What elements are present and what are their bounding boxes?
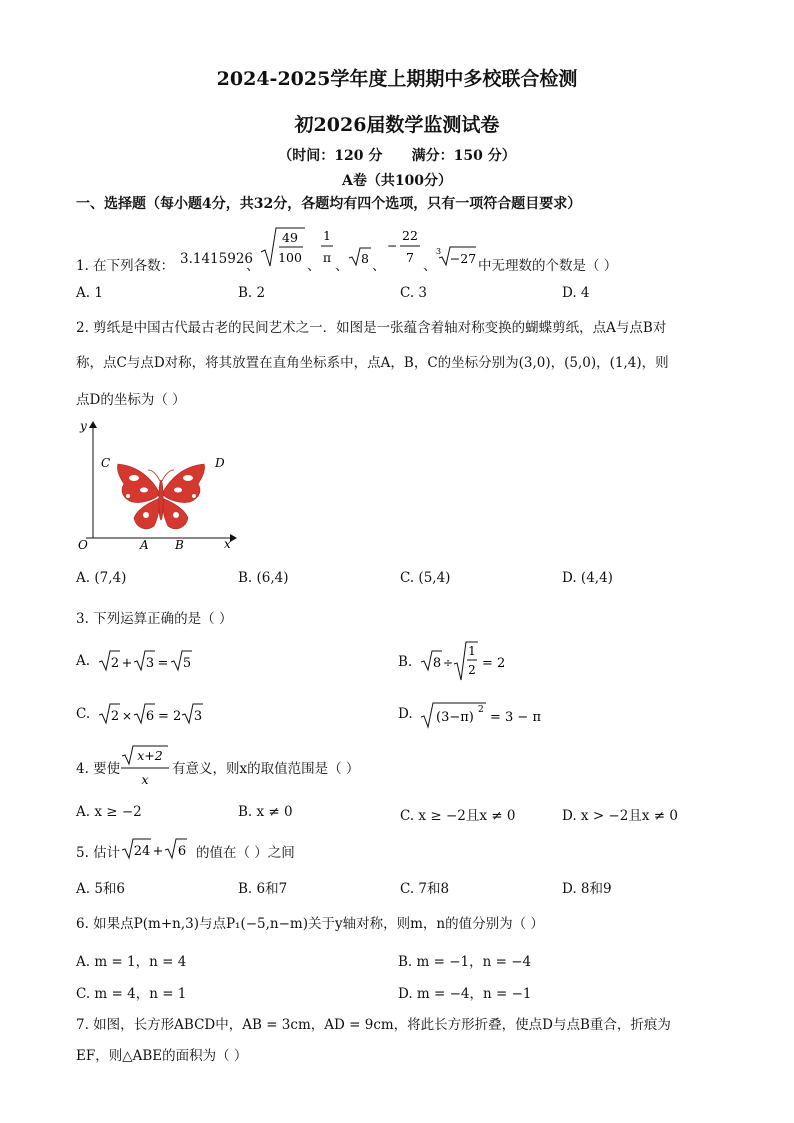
q1-option-c[interactable]: C. 3 — [400, 285, 428, 301]
q1-suffix: 中无理数的个数是（ ） — [478, 258, 618, 274]
q1-prefix: 1. 在下列各数： — [76, 258, 175, 274]
q1-frac2-den: 7 — [406, 250, 414, 265]
q1-one-over-pi — [320, 228, 334, 270]
question-4 — [76, 744, 476, 790]
q3-option-a[interactable] — [76, 648, 276, 674]
q2-line-3: 点D的坐标为（ ） — [76, 392, 186, 408]
q1-sqrt-num: 49 — [282, 230, 298, 245]
butterfly-papercut — [117, 464, 204, 529]
q5-option-a[interactable]: A. 5和6 — [76, 881, 126, 897]
q1-separator: 、 — [423, 258, 437, 274]
q4-option-c[interactable]: C. x ≥ −2且x ≠ 0 — [400, 808, 516, 824]
q3-a-r2: 3 — [145, 656, 155, 671]
q1-cube-rad: −27 — [449, 251, 477, 266]
q4-suffix: 有意义，则x的取值范围是（ ） — [172, 761, 360, 777]
q3-b-expression — [420, 640, 540, 682]
q2-option-b[interactable]: B. (6,4) — [238, 570, 289, 586]
q1-separator: 、 — [246, 258, 260, 274]
q1-neg-22-over-7 — [385, 228, 423, 270]
question-5 — [76, 836, 476, 862]
q1-frac2-num: 22 — [402, 228, 418, 243]
q1-neg-sign: − — [387, 238, 398, 253]
q4-denominator: x — [141, 772, 149, 787]
q1-sqrt8-rad: 8 — [361, 251, 369, 266]
q6-option-a[interactable]: A. m = 1，n = 4 — [76, 954, 187, 970]
q1-sqrt-eight — [348, 246, 372, 268]
q5-option-c[interactable]: C. 7和8 — [400, 881, 450, 897]
q6-option-b[interactable]: B. m = −1，n = −4 — [398, 954, 532, 970]
y-axis-label: y — [80, 419, 87, 433]
q3-c-label: C. — [76, 706, 91, 722]
q4-prefix: 4. 要使 — [76, 761, 121, 777]
exam-subtitle: 初2026届数学监测试卷 — [294, 114, 500, 136]
q2-option-a[interactable]: A. (7,4) — [76, 570, 127, 586]
q3-stem: 3. 下列运算正确的是（ ） — [76, 611, 233, 627]
q1-separator: 、 — [372, 258, 386, 274]
q1-number-pi-approx: 3.1415926 — [180, 251, 254, 267]
q3-d-inner: (3−π) — [436, 710, 474, 725]
q3-a-r3: 5 — [182, 656, 192, 671]
q4-fraction — [120, 744, 170, 790]
q1-option-d[interactable]: D. 4 — [562, 285, 590, 301]
q3-a-plus: + — [121, 656, 133, 671]
origin-label: O — [78, 538, 88, 552]
q5-suffix: 的值在（ ）之间 — [196, 845, 295, 861]
q3-option-b[interactable] — [398, 640, 598, 682]
q1-cube-index: 3 — [436, 247, 442, 256]
q4-option-b[interactable]: B. x ≠ 0 — [238, 804, 293, 820]
q3-d-exp: 2 — [478, 705, 484, 715]
q3-a-label: A. — [76, 653, 91, 669]
q1-frac-den: π — [322, 250, 332, 265]
q3-option-c[interactable] — [76, 701, 276, 727]
q6-option-c[interactable]: C. m = 4，n = 1 — [76, 986, 187, 1002]
q3-d-eq: = 3 − π — [490, 710, 541, 725]
q5-prefix: 5. 估计 — [76, 845, 121, 861]
point-d-label: D — [215, 456, 225, 470]
q1-frac-num: 1 — [323, 228, 331, 243]
q3-option-d[interactable] — [398, 699, 598, 729]
q3-b-fn: 1 — [468, 644, 476, 658]
x-axis-label: x — [224, 537, 231, 551]
q4-option-d[interactable]: D. x > −2且x ≠ 0 — [562, 808, 678, 824]
point-c-label: C — [101, 456, 111, 470]
q3-a-eq: = — [157, 656, 169, 671]
q1-separator: 、 — [335, 258, 349, 274]
q2-line-2: 称，点C与点D对称，将其放置在直角坐标系中，点A，B，C的坐标分别为(3,0)，(5,0)，(1,4)，则 — [76, 355, 669, 371]
q3-c-expression — [98, 701, 218, 727]
q3-c-times: × — [121, 709, 133, 723]
q6-stem: 6. 如果点P(m+n,3)与点P₁(−5,n−m)关于y轴对称，则m，n的值分别为（ ） — [76, 916, 544, 932]
q3-c-r3: 3 — [193, 709, 203, 724]
q3-a-expression — [98, 648, 218, 674]
q2-option-d[interactable]: D. (4,4) — [562, 570, 613, 586]
q4-option-a[interactable]: A. x ≥ −2 — [76, 804, 142, 820]
q2-option-c[interactable]: C. (5,4) — [400, 570, 451, 586]
q3-c-r1: 2 — [110, 709, 120, 724]
q1-cube-root — [435, 244, 477, 268]
q5-plus: + — [152, 844, 164, 859]
q3-d-expression — [420, 699, 570, 729]
q3-d-label: D. — [398, 706, 413, 722]
point-b-label: B — [175, 538, 184, 552]
q3-b-eq: = 2 — [482, 656, 506, 671]
q5-expression — [121, 836, 197, 862]
q3-c-eq: = 2 — [158, 709, 182, 724]
exam-title: 2024-2025学年度上期期中多校联合检测 — [216, 68, 578, 90]
q3-b-div: ÷ — [442, 656, 454, 670]
q6-option-d[interactable]: D. m = −4，n = −1 — [398, 986, 532, 1002]
q3-b-fd: 2 — [468, 663, 476, 677]
q7-line-1: 7. 如图，长方形ABCD中，AB = 3cm，AD = 9cm，将此长方形折叠，使点D与点B重合，折痕为 — [76, 1017, 671, 1033]
q7-line-2: EF，则△ABE的面积为（ ） — [76, 1048, 248, 1064]
q3-a-r1: 2 — [110, 656, 120, 671]
q1-sqrt-fraction — [259, 226, 307, 270]
q1-option-b[interactable]: B. 2 — [238, 285, 266, 301]
q2-butterfly-figure — [76, 418, 244, 554]
exam-info: （时间：120 分 满分：150 分） — [278, 148, 516, 164]
q3-c-r2: 6 — [145, 709, 155, 724]
q5-option-d[interactable]: D. 8和9 — [562, 881, 612, 897]
q5-r2: 6 — [177, 844, 187, 859]
q1-separator: 、 — [307, 258, 321, 274]
q5-r1: 24 — [133, 844, 151, 859]
q1-option-a[interactable]: A. 1 — [76, 285, 103, 301]
q2-line-1: 2. 剪纸是中国古代最古老的民间艺术之一．如图是一张蕴含着轴对称变换的蝴蝶剪纸，点A与点B对 — [76, 320, 667, 336]
q5-option-b[interactable]: B. 6和7 — [238, 881, 288, 897]
point-a-label: A — [140, 538, 149, 552]
q3-b-label: B. — [398, 654, 413, 670]
section-a-heading: A卷（共100分） — [341, 173, 453, 189]
q3-b-r1: 8 — [432, 656, 442, 671]
q4-numerator: x+2 — [137, 748, 163, 763]
part-one-heading: 一、选择题（每小题4分，共32分，各题均有四个选项，只有一项符合题目要求） — [76, 196, 582, 212]
q1-sqrt-den: 100 — [278, 250, 302, 265]
